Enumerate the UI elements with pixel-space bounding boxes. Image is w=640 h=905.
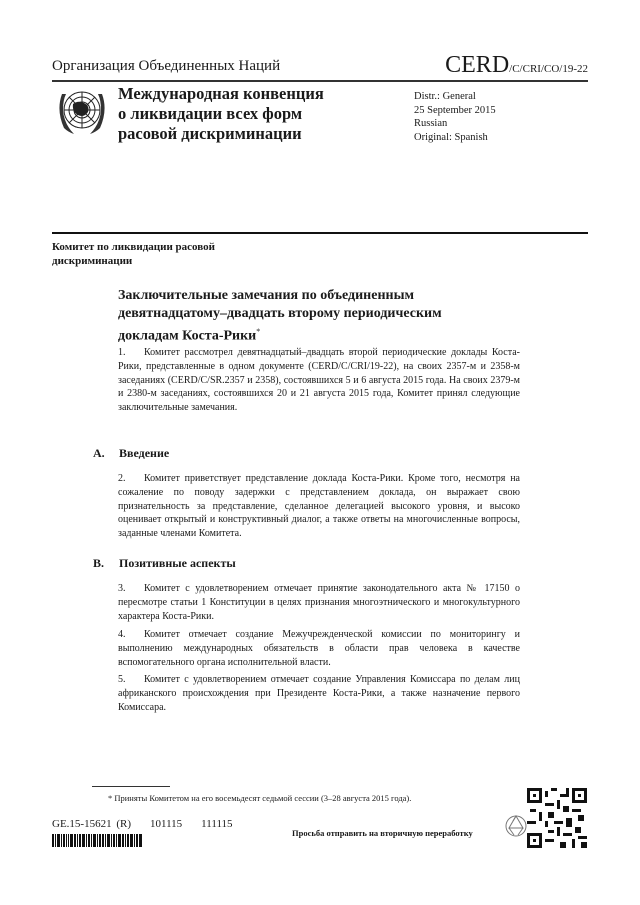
recycle-text: Просьба отправить на вторичную переработку	[292, 828, 473, 838]
paragraph-text: Комитет приветствует представление доклада Коста-Рики. Кроме того, несмотря на сожаление по поводу задержки с представлением доклада, он выражает свою признательность за представление, сделанное делегацией высокого уровня, и высоко оценивает открытый и конструктивный диалог, а также ответы на многочисленные вопросы, заданные членами Комитета.	[118, 473, 520, 540]
title-line: Заключительные замечания по объединенным	[118, 288, 415, 303]
section-rule	[52, 232, 588, 234]
recycle-icon	[505, 813, 527, 839]
paragraph-text: Комитет с удовлетворением отмечает принятие законодательного акта № 17150 о пересмотре статьи 1 Конституции в целях признания многоэтнического и многокультурного характера Коста-Рики.	[118, 583, 520, 622]
footnote-marker: *	[256, 327, 261, 336]
section-title: Позитивные аспекты	[119, 556, 236, 570]
section-letter: A.	[93, 446, 105, 460]
paragraph-number: 3.	[118, 583, 126, 594]
organization-name: Организация Объединенных Наций	[52, 58, 281, 74]
distr-date: 25 September 2015	[414, 104, 496, 116]
symbol-main: CERD	[445, 52, 510, 78]
footnote: * Приняты Комитетом на его восемьдесят седьмой сессии (3–28 августа 2015 года).	[108, 793, 412, 803]
header-rule	[52, 80, 588, 82]
paragraph-number: 4.	[118, 629, 126, 640]
qr-code-icon	[527, 787, 587, 849]
distribution-block	[414, 90, 496, 144]
document-symbol	[445, 52, 588, 79]
paragraph-2	[118, 472, 520, 541]
section-title: Введение	[119, 446, 170, 460]
distr-label: Distr.: General	[414, 91, 476, 102]
convention-line: расовой дискриминации	[118, 124, 302, 143]
distr-language: Russian	[414, 118, 448, 129]
section-heading-b	[93, 556, 236, 571]
title-line	[118, 323, 442, 346]
paragraph-text: Комитет с удовлетворением отмечает создание Управления Комиссара по делам лиц африканского происхождения при Президенте Коста-Рики, а также назначение первого Комиссара.	[118, 674, 520, 713]
un-emblem-icon	[54, 84, 110, 138]
paragraph-1	[118, 346, 520, 415]
title-line-text: докладам Коста-Рики	[118, 328, 257, 344]
document-number: GE.15-15621 (R) 101115 111115	[52, 818, 233, 830]
paragraph-number: 1.	[118, 347, 126, 358]
committee-line: дискриминации	[52, 255, 133, 267]
paragraph-5	[118, 673, 520, 714]
convention-line: о ликвидации всех форм	[118, 104, 303, 123]
paragraph-3	[118, 582, 520, 623]
committee-line: Комитет по ликвидации расовой	[52, 241, 215, 253]
paragraph-text: Комитет отмечает создание Межучрежденческой комиссии по мониторингу и выполнению международных обязательств в области прав человека в качестве вспомогательного органа исполнительной власти.	[118, 629, 520, 668]
symbol-sub: /C/CRI/CO/19-22	[509, 63, 588, 75]
committee-name	[52, 240, 215, 268]
section-letter: B.	[93, 556, 105, 570]
convention-line: Международная конвенция	[118, 84, 324, 103]
paragraph-4	[118, 628, 520, 669]
barcode-icon	[52, 834, 160, 847]
paragraph-text: Комитет рассмотрел девятнадцатый–двадцать второй периодические доклады Коста-Рики, представленные в одном документе (CERD/C/CRI/19-22), на своих 2357-м и 2358-м заседаниях (CERD/C/SR.2357 и 2358), состоявшихся 5 и 6 августа 2015 года. На своих 2379-м и 2380-м заседаниях, состоявшихся 20 и 21 августа 2015 года, Комитет принял следующие заключительные замечания.	[118, 347, 520, 414]
footnote-rule	[92, 786, 170, 787]
document-title	[118, 287, 442, 346]
paragraph-number: 2.	[118, 473, 126, 484]
convention-title	[118, 84, 324, 144]
distr-original: Original: Spanish	[414, 131, 488, 143]
paragraph-number: 5.	[118, 674, 126, 685]
title-line: девятнадцатому–двадцать второму периодическим	[118, 306, 442, 321]
section-heading-a	[93, 446, 169, 461]
